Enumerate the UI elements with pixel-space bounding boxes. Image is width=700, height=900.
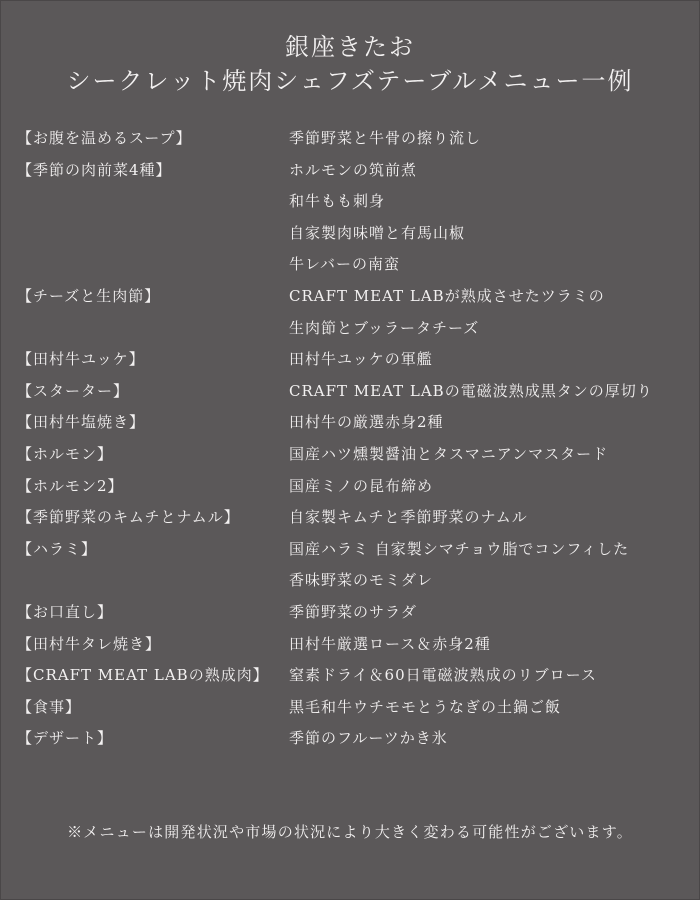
menu-row: [17, 186, 693, 218]
menu-row: [17, 597, 693, 629]
course-name: 【ホルモン】: [17, 444, 114, 463]
dish-description: 田村牛の厳選赤身2種: [289, 413, 444, 432]
menu-row: [17, 471, 693, 503]
course-name: 【食事】: [17, 697, 82, 716]
dish-description: 季節のフルーツかき氷: [289, 729, 448, 748]
menu-row: [17, 249, 693, 281]
course-name: 【お腹を温めるスープ】: [17, 129, 192, 147]
dish-description: 香味野菜のモミダレ: [289, 571, 434, 590]
disclaimer-note: ※メニューは開発状況や市場の状況により大きく変わる可能性がございます。: [67, 823, 633, 841]
menu-row: [17, 723, 693, 755]
course-name: 【デザート】: [17, 729, 114, 748]
menu-row: [17, 313, 693, 345]
menu-row: [17, 376, 693, 408]
dish-description: CRAFT MEAT LABの電磁波熟成黒タンの厚切り: [289, 381, 653, 400]
dish-description: 生肉節とブッラータチーズ: [289, 318, 480, 337]
menu-row: [17, 629, 693, 661]
dish-description: 自家製肉味噌と有馬山椒: [289, 223, 466, 242]
menu-row: [17, 692, 693, 724]
dish-description: 自家製キムチと季節野菜のナムル: [289, 508, 528, 527]
dish-description: ホルモンの筑前煮: [289, 160, 418, 179]
menu-row: [17, 565, 693, 597]
dish-description: 季節野菜のサラダ: [289, 602, 417, 621]
dish-description: 和牛もも刺身: [289, 192, 386, 211]
course-name: 【田村牛ユッケ】: [17, 350, 145, 369]
course-name: 【季節野菜のキムチとナムル】: [17, 508, 240, 527]
menu-row: [17, 344, 693, 376]
dish-description: CRAFT MEAT LABが熟成させたツラミの: [289, 286, 605, 305]
course-name: 【チーズと生肉節】: [17, 286, 161, 305]
menu-row: [17, 439, 693, 471]
dish-description: 牛レバーの南蛮: [289, 255, 400, 274]
course-name: 【スターター】: [17, 381, 130, 400]
menu-row: [17, 407, 693, 439]
course-name: 【田村牛タレ焼き】: [17, 634, 162, 653]
dish-description: 国産ハツ燻製醤油とタスマニアンマスタード: [289, 444, 609, 463]
dish-description: 国産ハラミ 自家製シマチョウ脂でコンフィした: [289, 539, 630, 558]
menu-row: [17, 660, 693, 692]
dish-description: 窒素ドライ＆60日電磁波熟成のリブロース: [289, 666, 597, 685]
menu-list: [17, 123, 693, 755]
menu-row: [17, 123, 693, 155]
dish-description: 黒毛和牛ウチモモとうなぎの土鍋ご飯: [289, 697, 562, 716]
menu-title: シークレット焼肉シェフズテーブルメニュー一例: [66, 67, 634, 95]
dish-description: 田村牛厳選ロース＆赤身2種: [289, 634, 491, 653]
course-name: 【お口直し】: [17, 602, 114, 621]
menu-row: [17, 534, 693, 566]
course-name: 【ホルモン2】: [17, 476, 124, 495]
course-name: 【季節の肉前菜4種】: [17, 160, 172, 179]
course-name: 【田村牛塩焼き】: [17, 413, 146, 432]
restaurant-name: 銀座きたお: [285, 33, 415, 61]
course-name: 【ハラミ】: [17, 539, 98, 558]
menu-row: [17, 218, 693, 250]
course-name: 【CRAFT MEAT LABの熟成肉】: [17, 666, 269, 685]
dish-description: 国産ミノの昆布締め: [289, 476, 434, 495]
menu-row: [17, 155, 693, 187]
dish-description: 田村牛ユッケの軍艦: [289, 350, 433, 369]
menu-row: [17, 281, 693, 313]
dish-description: 季節野菜と牛骨の擦り流し: [289, 129, 482, 147]
menu-row: [17, 502, 693, 534]
